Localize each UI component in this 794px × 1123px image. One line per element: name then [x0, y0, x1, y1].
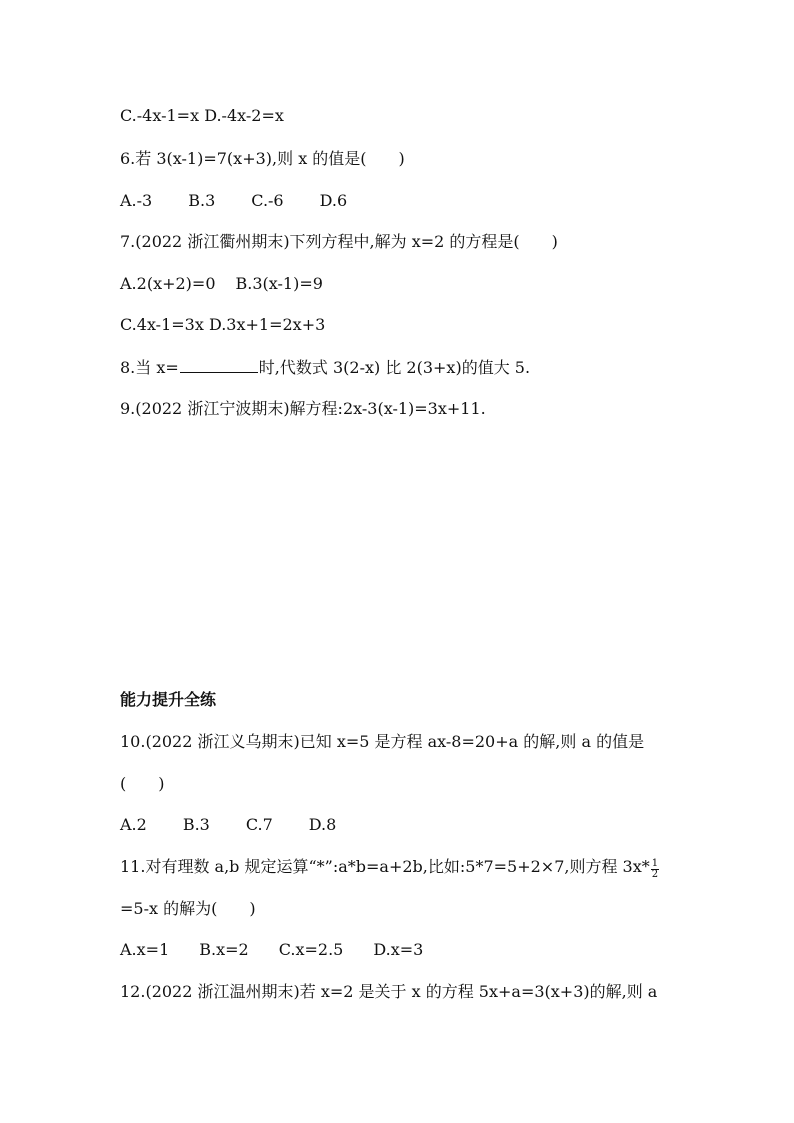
section-heading: 能力提升全练 — [120, 690, 217, 709]
q10-option-d: D.8 — [308, 815, 337, 834]
q10-option-a: A.2 — [120, 815, 147, 834]
q11-option-b: B.x=2 — [199, 940, 249, 959]
q11-text: 11.对有理数 a,b 规定运算“*”:a*b=a+2b,比如:5*7=5+2×7,则方程 3x* — [120, 857, 650, 876]
q8-stem — [120, 357, 530, 379]
q10-paren: ( ) — [120, 774, 165, 793]
q6-option-b: B.3 — [188, 191, 216, 210]
fraction-denominator: 2 — [651, 869, 659, 880]
q7-options-ab — [120, 273, 323, 295]
q8-prefix: 8.当 x= — [120, 358, 179, 377]
q6-options — [120, 190, 347, 212]
q7-stem: 7.(2022 浙江衢州期末)下列方程中,解为 x=2 的方程是( ) — [120, 232, 558, 251]
fraction-numerator: 1 — [651, 858, 659, 869]
q11-option-d: D.x=3 — [373, 940, 424, 959]
q11-stem — [120, 856, 659, 880]
q10-stem: 10.(2022 浙江义乌期末)已知 x=5 是方程 ax-8=20+a 的解,则 a 的值是 — [120, 732, 645, 751]
q10-option-c: C.7 — [245, 815, 273, 834]
q11-option-a: A.x=1 — [120, 940, 170, 959]
q8-answer-blank[interactable] — [180, 358, 258, 373]
q6-option-a: A.-3 — [120, 191, 153, 210]
q8-suffix: 时,代数式 3(2-x) 比 2(3+x)的值大 5. — [258, 358, 531, 377]
q11-fraction — [651, 859, 659, 880]
q6-option-d: D.6 — [319, 191, 348, 210]
q5-options-cd: C.-4x-1=x D.-4x-2=x — [120, 106, 284, 125]
q11-option-c: C.x=2.5 — [278, 940, 344, 959]
q6-stem: 6.若 3(x-1)=7(x+3),则 x 的值是( ) — [120, 149, 405, 168]
q7-options-cd: C.4x-1=3x D.3x+1=2x+3 — [120, 315, 326, 334]
q10-option-b: B.3 — [182, 815, 210, 834]
q6-option-c: C.-6 — [251, 191, 284, 210]
q10-options — [120, 814, 336, 836]
q12-stem: 12.(2022 浙江温州期末)若 x=2 是关于 x 的方程 5x+a=3(x+3)的解,则 a — [120, 982, 658, 1001]
q9-stem: 9.(2022 浙江宁波期末)解方程:2x-3(x-1)=3x+11. — [120, 399, 486, 418]
q7-option-a: A.2(x+2)=0 — [120, 274, 216, 293]
q11-stem-cont: =5-x 的解为( ) — [120, 899, 256, 918]
q11-options — [120, 939, 423, 961]
q7-option-b: B.3(x-1)=9 — [235, 274, 323, 293]
